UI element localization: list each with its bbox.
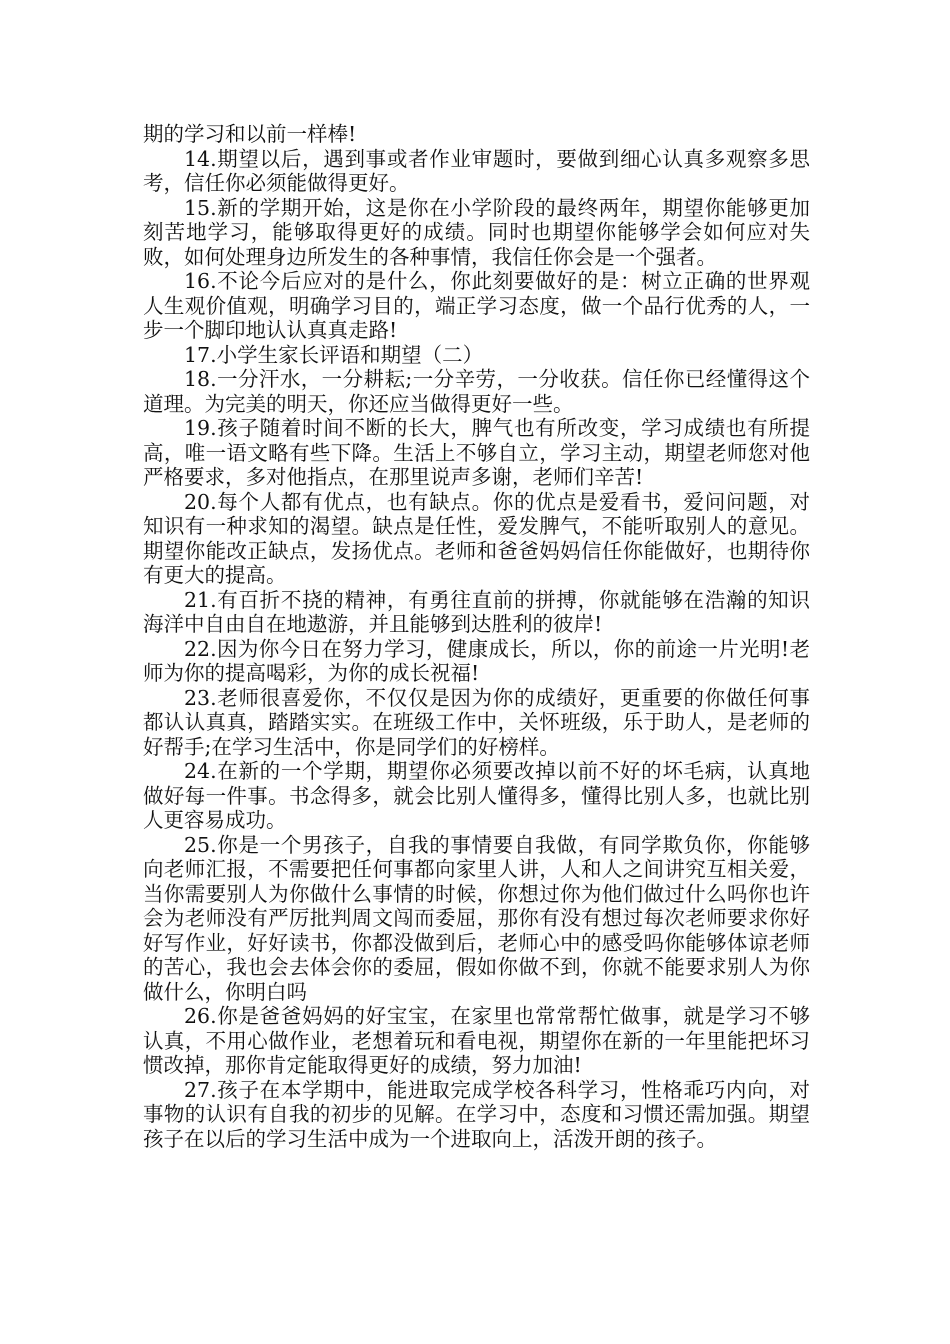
paragraph-continuation: 期的学习和以前一样棒! (143, 122, 357, 146)
paragraph-18: 18.一分汗水，一分耕耘;一分辛劳，一分收获。信任你已经懂得这个道理。为完美的明天，你还应当做得更好一些。 (143, 367, 810, 416)
paragraph-25: 25.你是一个男孩子，自我的事情要自我做，有同学欺负你，你能够向老师汇报，不需要把任何事都向家里人讲，人和人之间讲究互相关爱，当你需要别人为你做什么事情的时候，你想过你为他们做过什么吗你也许会为老师没有严厉批判周文闯而委屈，那你有没有想过每次老师要求你好好写作业，好好读书，你都没做到后，老师心中的感受吗你能够体谅老师的苦心，我也会去体会你的委屈，假如你做不到，你就不能要求别人为你做什么，你明白吗 (143, 832, 810, 1004)
paragraph-14: 14.期望以后，遇到事或者作业审题时，要做到细心认真多观察多思考，信任你必须能做得更好。 (143, 146, 810, 195)
paragraph-19: 19.孩子随着时间不断的长大，脾气也有所改变，学习成绩也有所提高，唯一语文略有些下降。生活上不够自立，学习主动，期望老师您对他严格要求，多对他指点，在那里说声多谢，老师们辛苦! (143, 416, 810, 489)
document-page (143, 122, 810, 1151)
paragraph-21: 21.有百折不挠的精神，有勇往直前的拼搏，你就能够在浩瀚的知识海洋中自由自在地遨游，并且能够到达胜利的彼岸! (143, 587, 810, 636)
paragraph-17-heading: 17.小学生家长评语和期望（二） (184, 342, 484, 367)
paragraph-23: 23.老师很喜爱你，不仅仅是因为你的成绩好，更重要的你做任何事都认认真真，踏踏实实。在班级工作中，关怀班级，乐于助人，是老师的好帮手;在学习生活中，你是同学们的好榜样。 (143, 685, 810, 759)
paragraph-15: 15.新的学期开始，这是你在小学阶段的最终两年，期望你能够更加刻苦地学习，能够取得更好的成绩。同时也期望你能够学会如何应对失败，如何处理身边所发生的各种事情，我信任你会是一个强者。 (143, 195, 810, 269)
paragraph-24: 24.在新的一个学期，期望你必须要改掉以前不好的坏毛病，认真地做好每一件事。书念得多，就会比别人懂得多，懂得比别人多，也就比别人更容易成功。 (143, 759, 810, 832)
paragraph-26: 26.你是爸爸妈妈的好宝宝，在家里也常常帮忙做事，就是学习不够认真，不用心做作业，老想着玩和看电视，期望你在新的一年里能把坏习惯改掉，那你肯定能取得更好的成绩，努力加油! (143, 1004, 810, 1077)
paragraph-22: 22.因为你今日在努力学习，健康成长，所以，你的前途一片光明!老师为你的提高喝彩，为你的成长祝福! (143, 636, 810, 685)
paragraph-16: 16.不论今后应对的是什么，你此刻要做好的是：树立正确的世界观人生观价值观，明确学习目的，端正学习态度，做一个品行优秀的人，一步一个脚印地认认真真走路! (143, 269, 810, 342)
paragraph-27: 27.孩子在本学期中，能进取完成学校各科学习，性格乖巧内向，对事物的认识有自我的初步的见解。在学习中，态度和习惯还需加强。期望孩子在以后的学习生活中成为一个进取向上，活泼开朗的孩子。 (143, 1077, 810, 1151)
paragraph-20: 20.每个人都有优点，也有缺点。你的优点是爱看书，爱问问题，对知识有一种求知的渴望。缺点是任性，爱发脾气，不能听取别人的意见。期望你能改正缺点，发扬优点。老师和爸爸妈妈信任你能做好，也期待你有更大的提高。 (143, 489, 810, 587)
